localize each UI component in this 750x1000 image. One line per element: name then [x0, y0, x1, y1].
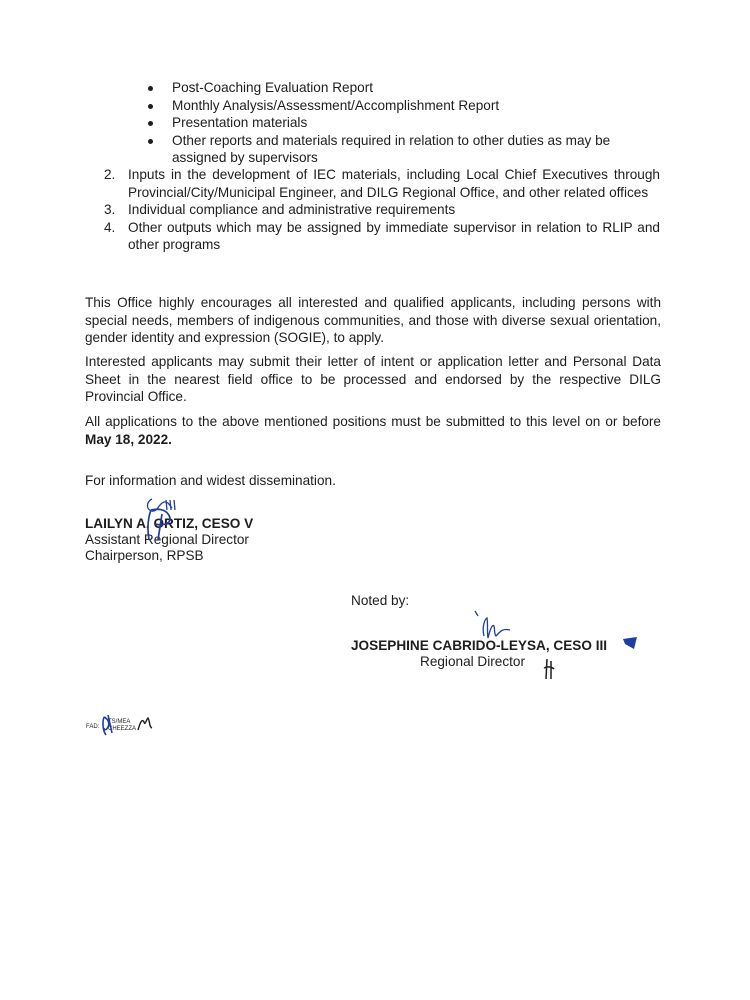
deadline-date: May 18, 2022. [85, 431, 172, 447]
item-text: Individual compliance and administrative requirements [128, 202, 456, 217]
numbered-item [104, 166, 660, 201]
bullet-item [148, 132, 660, 167]
numbered-item [104, 219, 660, 254]
ceso-mark [620, 633, 644, 657]
noted-by-label: Noted by: [351, 593, 410, 608]
bullet-item [148, 114, 660, 132]
bullet-text: Post-Coaching Evaluation Report [172, 80, 373, 95]
submission-paragraph: Interested applicants may submit their letter of intent or application letter and Personal Data Sheet in the nearest field office to be processed and endorsed by the respective DILG Provincial Office. [85, 354, 661, 404]
signatory-title: Assistant Regional Director [85, 532, 249, 547]
reference-code-2: TS/MEA [108, 719, 131, 725]
report-bullet-list [148, 79, 660, 167]
deadline-paragraph [85, 413, 661, 448]
signatory-role: Chairperson, RPSB [85, 548, 204, 563]
bullet-dot [148, 104, 153, 109]
numbered-item [104, 201, 660, 219]
bullet-text: Other reports and materials required in relation to other duties as may be assigned by supervisors [172, 132, 611, 165]
bullet-item [148, 97, 660, 115]
item-number: 4. [104, 219, 116, 235]
encouragement-paragraph: This Office highly encourages all interested and qualified applicants, including persons with special needs, members of indigenous communities, and those with diverse sexual orientation, gender identity and expression (SOGIE), to apply. [85, 295, 661, 345]
outputs-numbered-list [104, 166, 660, 254]
noted-title: Regional Director [420, 654, 526, 669]
reference-code-1: FAD: [86, 724, 100, 730]
bullet-dot [148, 86, 153, 91]
bullet-dot [148, 139, 153, 144]
item-number: 2. [104, 167, 116, 182]
item-number: 3. [104, 202, 116, 217]
item-text: Inputs in the development of IEC materials, including Local Chief Executives through Provincial/City/Municipal Engineer, and DILG Regional Office, and other related offices [128, 167, 660, 200]
bullet-text: Presentation materials [172, 115, 308, 130]
signatory-name: LAILYN A. ORTIZ, CESO V [85, 516, 254, 531]
initial-mark [540, 657, 558, 681]
noted-name: JOSEPHINE CABRIDO-LEYSA, CESO III [351, 638, 608, 653]
bullet-text: Monthly Analysis/Assessment/Accomplishment Report [172, 97, 500, 113]
deadline-text: All applications to the above mentioned positions must be submitted to this level on or before [85, 414, 661, 429]
reference-code-3: CHEEZZA [108, 726, 137, 732]
closing-line: For information and widest dissemination. [85, 473, 336, 488]
bullet-item [148, 79, 660, 97]
item-text: Other outputs which may be assigned by immediate supervisor in relation to RLIP and other programs [128, 219, 660, 252]
bullet-dot [148, 121, 153, 126]
